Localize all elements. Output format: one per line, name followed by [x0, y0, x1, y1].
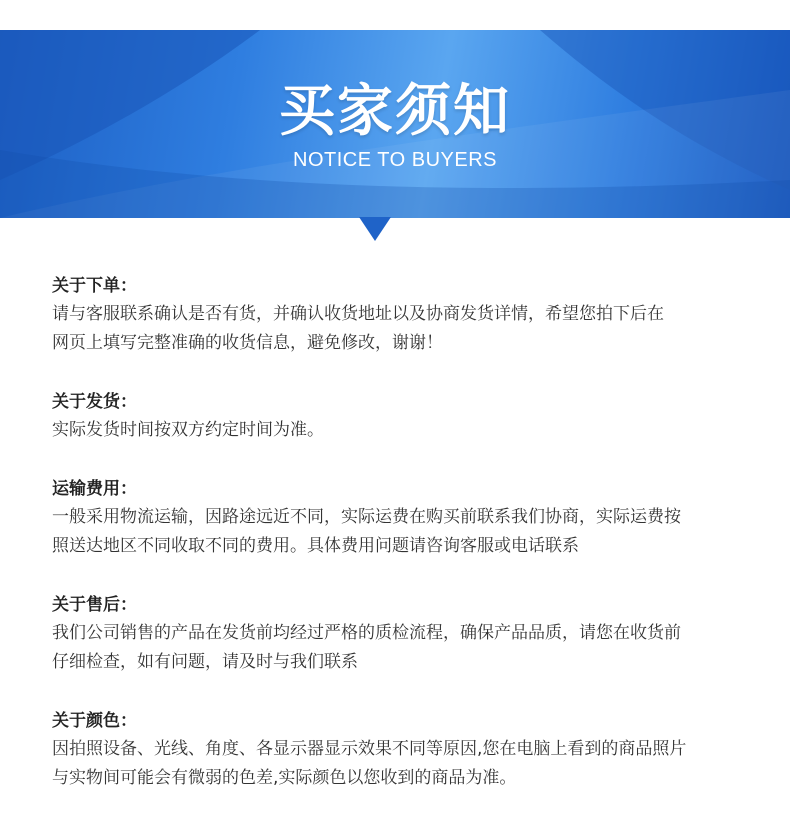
notice-section-freight: [52, 475, 762, 561]
notice-section-color: [52, 707, 762, 793]
section-text-line: 实际发货时间按双方约定时间为准。: [52, 420, 324, 440]
banner-title: 买家须知: [279, 79, 511, 144]
notice-section-ordering: [52, 272, 762, 358]
notice-list: [52, 272, 762, 823]
top-margin: [0, 0, 790, 30]
section-text-line: 照送达地区不同收取不同的费用。具体费用问题请咨询客服或电话联系: [52, 536, 579, 556]
banner-subtitle: NOTICE TO BUYERS: [293, 149, 497, 171]
section-text-line: 一般采用物流运输，因路途远近不同，实际运费在购买前联系我们协商，实际运费按: [52, 507, 681, 527]
section-heading: 关于售后：: [52, 595, 137, 615]
banner-pointer-arrow: [359, 217, 391, 241]
notice-section-after-sales: [52, 591, 762, 677]
section-heading: 运输费用：: [52, 479, 137, 499]
section-heading: 关于发货：: [52, 392, 137, 412]
section-text-line: 请与客服联系确认是否有货，并确认收货地址以及协商发货详情，希望您拍下后在: [52, 304, 664, 324]
section-text-line: 与实物间可能会有微弱的色差,实际颜色以您收到的商品为准。: [52, 768, 517, 788]
section-heading: 关于下单：: [52, 276, 137, 296]
notice-section-shipping: [52, 388, 762, 445]
section-text-line: 仔细检查，如有问题，请及时与我们联系: [52, 652, 358, 672]
section-text-line: 因拍照设备、光线、角度、各显示器显示效果不同等原因,您在电脑上看到的商品照片: [52, 739, 687, 759]
notice-banner: [0, 30, 790, 218]
section-heading: 关于颜色：: [52, 711, 137, 731]
section-text-line: 网页上填写完整准确的收货信息，避免修改，谢谢！: [52, 333, 443, 353]
section-text-line: 我们公司销售的产品在发货前均经过严格的质检流程，确保产品品质，请您在收货前: [52, 623, 681, 643]
